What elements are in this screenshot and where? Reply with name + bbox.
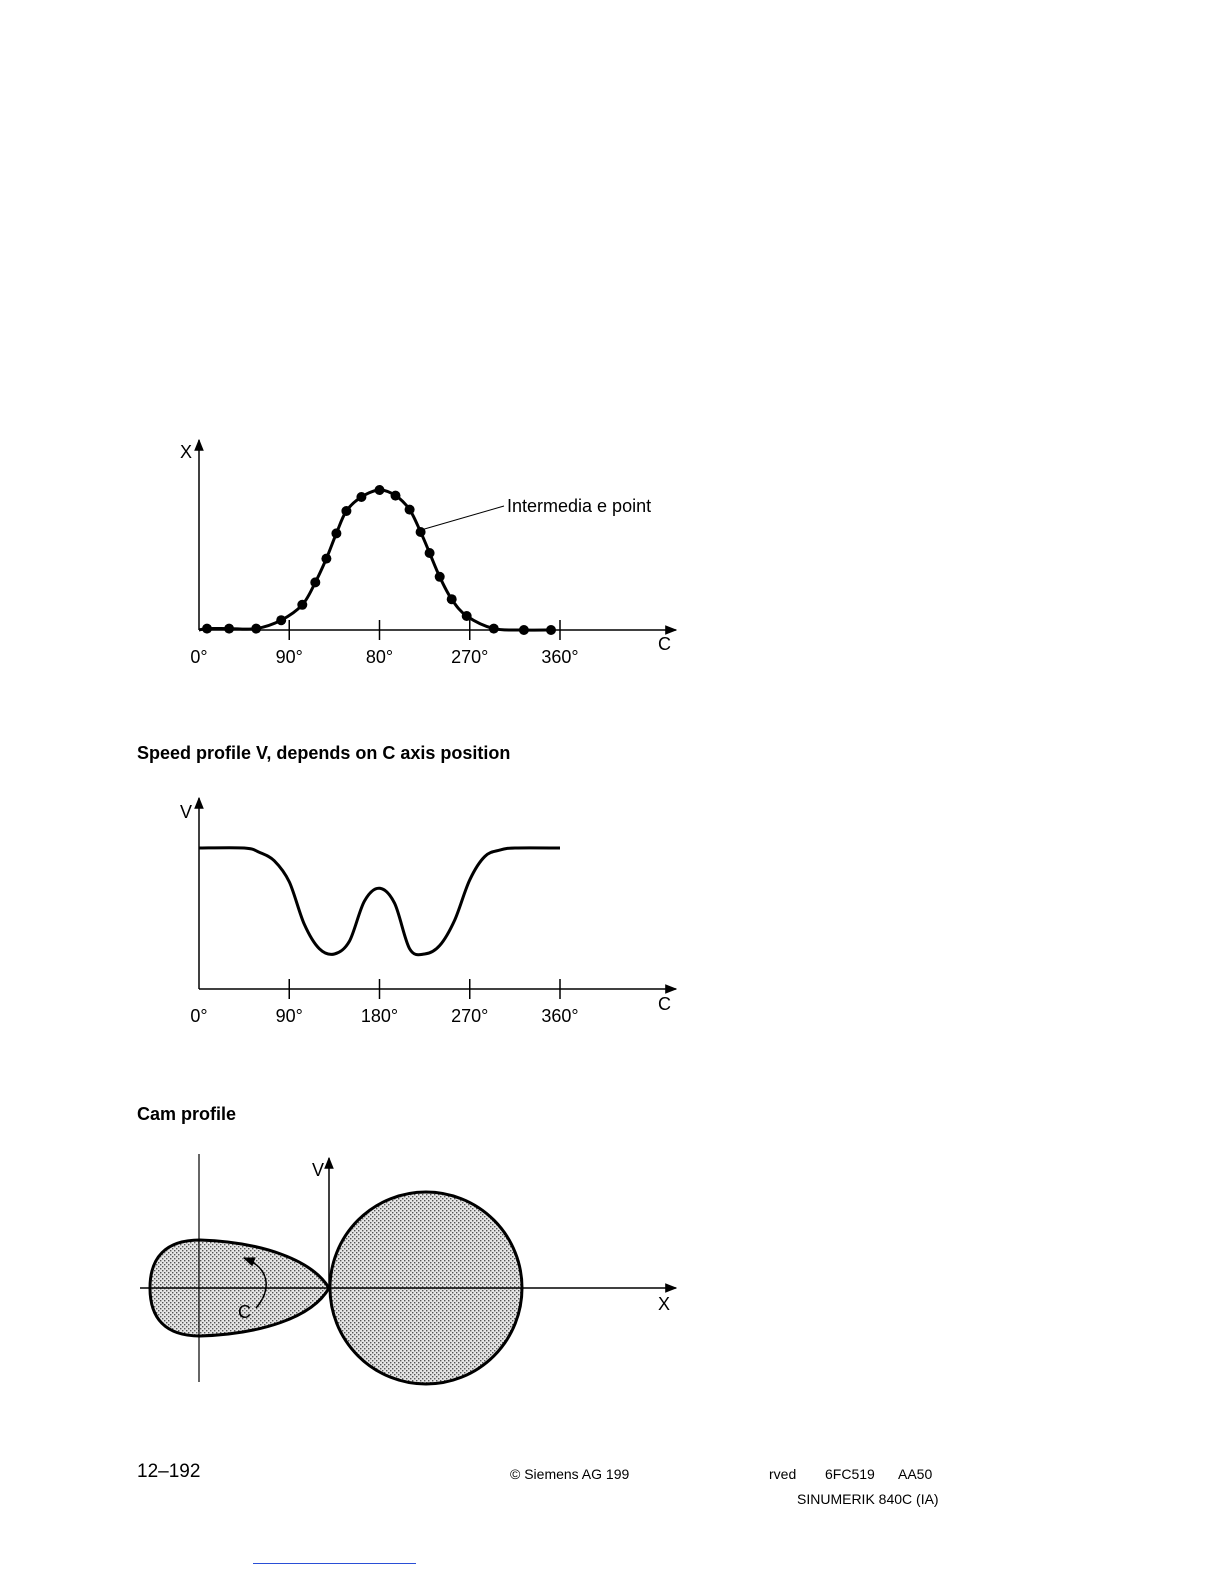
x-tick-label-4: 360° [541, 647, 579, 667]
position-profile-chart [0, 0, 1224, 720]
cam-profile-diagram [0, 1140, 1224, 1400]
page-number: 12–192 [137, 1461, 201, 1482]
intermediate-point-2 [251, 624, 261, 634]
x-tick-label-2: 180° [360, 1006, 399, 1026]
cam-profile-heading: Cam profile [137, 1104, 237, 1124]
intermediate-point-7 [331, 528, 341, 538]
intermediate-point-19 [519, 625, 529, 635]
y-axis-label: X [180, 442, 193, 462]
speed-profile-chart [0, 780, 1224, 1050]
intermediate-point-9 [356, 492, 366, 502]
intermediate-point-3 [276, 615, 286, 625]
position-curve [199, 490, 551, 630]
copyright-text: © Siemens AG 199 [510, 1466, 630, 1482]
x-tick-label-0: 0° [190, 1006, 208, 1026]
x-axis-label: C [658, 634, 671, 654]
intermediate-point-17 [462, 611, 472, 621]
x-tick-label-0: 0° [190, 647, 208, 667]
speed-curve [199, 848, 560, 955]
x-tick-label-1: 90° [275, 1006, 303, 1026]
intermediate-point-11 [391, 491, 401, 501]
intermediate-point-16 [447, 594, 457, 604]
intermediate-point-13 [416, 527, 426, 537]
intermediate-point-1 [224, 624, 234, 634]
y-axis-label: V [180, 802, 193, 822]
v-axis-label: V [312, 1160, 325, 1180]
intermediate-point-14 [425, 548, 435, 558]
annotation-leader [421, 506, 504, 530]
x-tick-labels [190, 1006, 578, 1026]
intermediate-points [202, 485, 556, 635]
x-tick-labels [190, 647, 578, 667]
intermediate-point-4 [297, 600, 307, 610]
intermediate-point-15 [435, 572, 445, 582]
x-tick-label-4: 360° [541, 1006, 579, 1026]
x-tick-label-3: 270° [451, 647, 489, 667]
intermediate-point-6 [321, 554, 331, 564]
x-axis-label: C [658, 994, 671, 1014]
product-name: SINUMERIK 840C (IA) [797, 1491, 939, 1507]
intermediate-point-12 [405, 505, 415, 515]
intermediate-point-18 [489, 624, 499, 634]
intermediate-point-5 [310, 577, 320, 587]
rotation-label: C [238, 1302, 251, 1322]
edition-code: AA50 [898, 1466, 933, 1482]
x-axis-label: X [658, 1294, 671, 1314]
x-tick-label-2: 80° [365, 647, 394, 667]
speed-profile-heading: Speed profile V, depends on C axis position [137, 743, 511, 763]
intermediate-point-8 [341, 506, 351, 516]
x-tick-label-1: 90° [275, 647, 303, 667]
intermediate-point-0 [202, 624, 212, 634]
intermediate-point-10 [375, 485, 385, 495]
order-number: 6FC519 [825, 1466, 875, 1482]
reserved-text: rved [769, 1466, 797, 1482]
x-tick-label-3: 270° [451, 1006, 489, 1026]
hyperlink-underline[interactable] [253, 1563, 416, 1564]
intermediate-point-20 [546, 625, 556, 635]
annotation-text: Intermedia e point [507, 496, 652, 516]
